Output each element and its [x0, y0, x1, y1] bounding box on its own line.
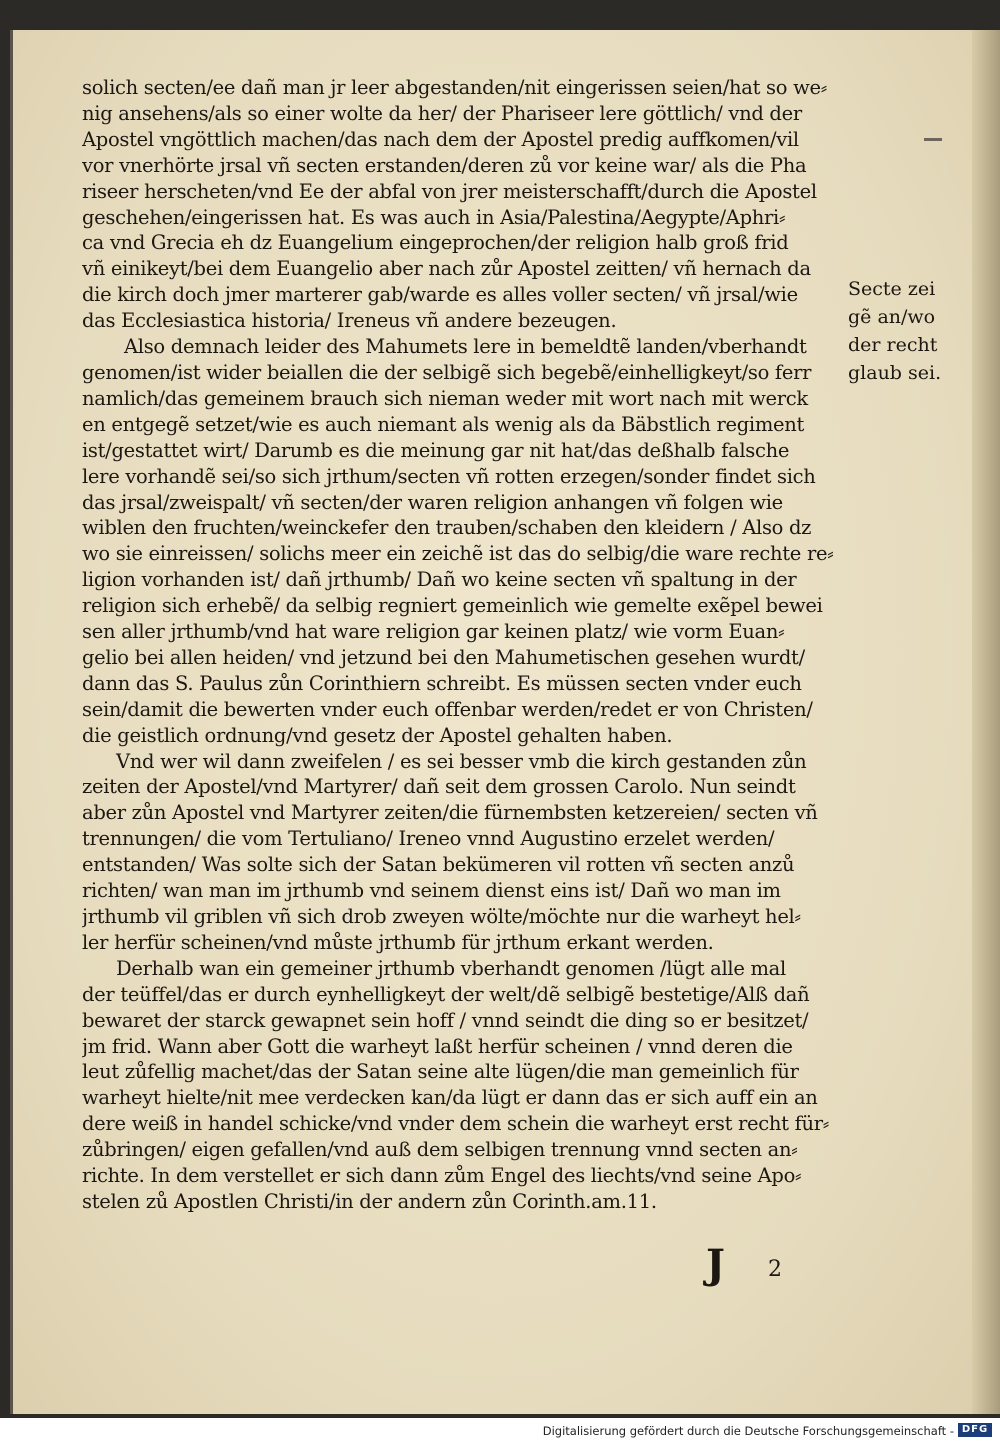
- footer: [0, 1418, 1000, 1443]
- text-line: ist/gestattet wirt/ Darumb es die meinung gar nit hat/das deßhalb falsche: [82, 438, 790, 462]
- text-line: dere weiß in handel schicke/vnd vnder dem schein die warheyt erst recht für⸗: [82, 1112, 829, 1136]
- text-line: riseer herscheten/vnd Ee der abfal von jrer meisterschafft/durch die Apostel: [82, 179, 817, 203]
- text-line: jm frid. Wann aber Gott die warheyt laßt herfür scheinen / vnnd deren die: [82, 1034, 793, 1058]
- text-line: genomen/ist wider beiallen die der selbigẽ sich begebẽ/einhelligkeyt/so ferr: [82, 360, 812, 384]
- text-line: richten/ wan man im jrthumb vnd seinem dienst eins ist/ Dañ wo man im: [82, 879, 781, 903]
- text-line: der teüffel/das er durch eynhelligkeyt der welt/dẽ selbigẽ bestetige/Alß dañ: [82, 982, 810, 1006]
- text-line: wo sie einreissen/ solichs meer ein zeichẽ ist das do selbig/die ware rechte re⸗: [82, 542, 834, 566]
- text-line: vor vnerhörte jrsal vñ secten erstanden/deren zů vor keine war/ als die Pha: [82, 153, 807, 177]
- text-line: ler herfür scheinen/vnd můste jrthumb für jrthum erkant werden.: [82, 930, 714, 954]
- text-line: zeiten der Apostel/vnd Martyrer/ dañ seit dem grossen Carolo. Nun seindt: [82, 775, 796, 799]
- margin-note: [848, 275, 958, 387]
- text-line: Apostel vngöttlich machen/das nach dem der Apostel predig auffkomen/vil: [82, 127, 799, 151]
- signature-mark: J: [706, 1241, 725, 1288]
- text-line: ca vnd Grecia eh dz Euangelium eingeprochen/der religion halb groß frid: [82, 231, 789, 255]
- text-line: warheyt hielte/nit mee verdecken kan/da lügt er dann das er sich auff ein an: [82, 1086, 818, 1110]
- text-line: die kirch doch jmer marterer gab/warde es alles voller secten/ vñ jrsal/wie: [82, 283, 798, 307]
- text-line: Derhalb wan ein gemeiner jrthumb vberhandt genomen /lügt alle mal: [116, 956, 786, 980]
- margin-note-line: glaub sei.: [848, 362, 942, 384]
- text-line: dann das S. Paulus zůn Corinthiern schreibt. Es müssen secten vnder euch: [82, 671, 802, 695]
- text-line: nig ansehens/als so einer wolte da her/ der Phariseer lere göttlich/ vnd der: [82, 101, 802, 125]
- text-line: richte. In dem verstellet er sich dann zům Engel des liechts/vnd seine Apo⸗: [82, 1164, 802, 1188]
- text-line: religion sich erhebẽ/ da selbig regniert gemeinlich wie gemelte exẽpel bewei: [82, 594, 823, 618]
- text-line: sein/damit die bewerten vnder euch offenbar werden/redet er von Christen/: [82, 697, 813, 721]
- text-line: zůbringen/ eigen gefallen/vnd auß dem selbigen trennung vnnd secten an⸗: [82, 1138, 798, 1162]
- page-edge: [972, 30, 1000, 1414]
- margin-note-line: der recht: [848, 334, 938, 356]
- text-line: stelen zů Apostlen Christi/in der andern zůn Corinth.am.11.: [82, 1189, 657, 1213]
- footer-credit: Digitalisierung gefördert durch die Deutsche Forschungsgemeinschaft -: [542, 1424, 954, 1438]
- text-line: gelio bei allen heiden/ vnd jetzund bei den Mahumetischen gesehen wurdt/: [82, 645, 805, 669]
- text-line: bewaret der starck gewapnet sein hoff / vnnd seindt die ding so er besitzet/: [82, 1008, 809, 1032]
- text-line: sen aller jrthumb/vnd hat ware religion gar keinen platz/ wie vorm Euan⸗: [82, 620, 785, 644]
- text-line: die geistlich ordnung/vnd gesetz der Apostel gehalten haben.: [82, 723, 673, 747]
- dfg-logo: DFG: [958, 1423, 992, 1437]
- text-line: lere vorhandẽ sei/so sich jrthum/secten vñ rotten erzegen/sonder findet sich: [82, 464, 816, 488]
- page-number: 2: [768, 1257, 782, 1282]
- text-line: das Ecclesiastica historia/ Ireneus vñ andere bezeugen.: [82, 309, 617, 333]
- text-line: aber zůn Apostel vnd Martyrer zeiten/die fürnembsten ketzereien/ secten vñ: [82, 801, 818, 825]
- margin-note-line: gẽ an/wo: [848, 306, 936, 328]
- text-line: geschehen/eingerissen hat. Es was auch in Asia/Palestina/Aegypte/Aphri⸗: [82, 205, 786, 229]
- text-line: wiblen den fruchten/weinckefer den trauben/schaben den kleidern / Also dz: [82, 516, 812, 540]
- text-line: ligion vorhanden ist/ dañ jrthumb/ Dañ wo keine secten vñ spaltung in der: [82, 568, 797, 592]
- text-line: vñ einikeyt/bei dem Euangelio aber nach zůr Apostel zeitten/ vñ hernach da: [82, 257, 811, 281]
- text-line: trennungen/ die vom Tertuliano/ Ireneo vnnd Augustino erzelet werden/: [82, 827, 775, 851]
- text-line: en entgegẽ setzet/wie es auch niemant als wenig als da Bäbstlich regiment: [82, 412, 805, 436]
- margin-note-line: Secte zei: [848, 278, 936, 300]
- text-line: solich secten/ee dañ man jr leer abgestanden/nit eingerissen seien/hat so we⸗: [82, 76, 827, 99]
- body-text: [82, 75, 852, 1215]
- text-line: Vnd wer wil dann zweifelen / es sei besser vmb die kirch gestanden zůn: [116, 749, 807, 773]
- text-line: jrthumb vil griblen vñ sich drob zweyen wölte/möchte nur die warheyt hel⸗: [82, 905, 801, 928]
- text-line: entstanden/ Was solte sich der Satan bekümeren vil rotten vñ secten anzů: [82, 853, 795, 877]
- text-line: Also demnach leider des Mahumets lere in bemeldtẽ landen/vberhandt: [124, 335, 807, 359]
- text-line: leut zůfellig machet/das der Satan seine alte lügen/die man gemeinlich für: [82, 1060, 799, 1084]
- text-line: namlich/das gemeinem brauch sich nieman weder mit wort nach mit werck: [82, 386, 808, 410]
- margin-mark: [924, 138, 942, 141]
- text-line: das jrsal/zweispalt/ vñ secten/der waren religion anhangen vñ folgen wie: [82, 490, 783, 514]
